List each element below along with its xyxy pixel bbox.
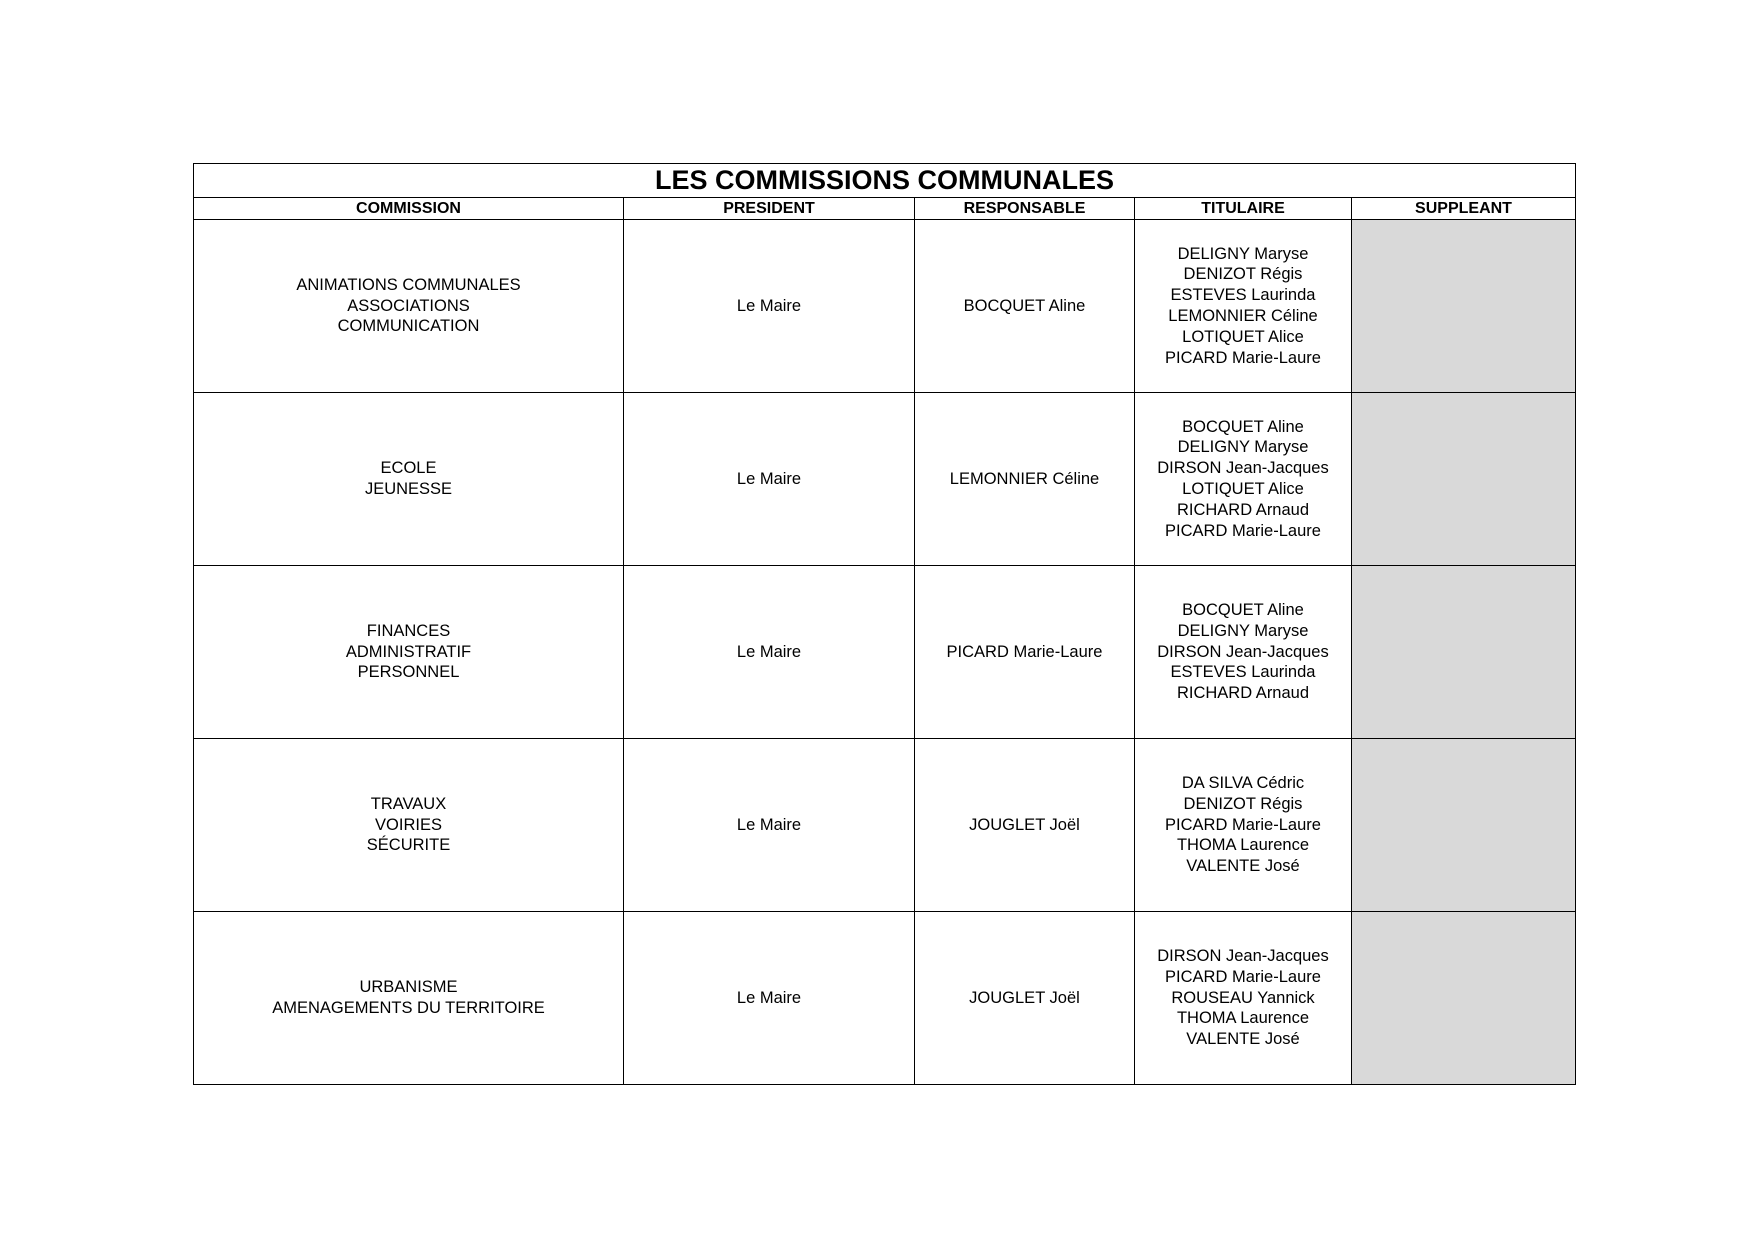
president-cell: Le Maire [624,566,915,739]
titulaire-cell-line: PICARD Marie-Laure [1165,967,1321,986]
titulaire-cell-line: ESTEVES Laurinda [1170,663,1316,682]
table-title: LES COMMISSIONS COMMUNALES [194,164,1576,198]
responsable-cell: JOUGLET Joël [915,739,1135,912]
titulaire-cell-line: BOCQUET Aline [1182,601,1304,619]
titulaire-cell-line: RICHARD Arnaud [1176,500,1310,519]
header-president: PRESIDENT [624,198,915,220]
titulaire-cell-line: DIRSON Jean-Jacques [1157,642,1329,661]
table-row [194,393,1576,566]
suppleant-cell [1352,912,1576,1085]
titulaire-cell-line: LOTIQUET Alice [1182,480,1304,498]
suppleant-cell [1352,566,1576,739]
titulaire-cell-line: PICARD Marie-Laure [1165,521,1321,540]
titulaire-cell-line: THOMA Laurence [1176,1009,1310,1028]
president-cell: Le Maire [624,739,915,912]
commission-cell-line: SÉCURITE [366,836,451,855]
header-titulaire: TITULAIRE [1135,198,1352,220]
titulaire-cell [1135,912,1352,1085]
commission-cell-line: AMENAGEMENTS DU TERRITOIRE [272,999,545,1017]
titulaire-cell-line: ESTEVES Laurinda [1170,286,1316,305]
commission-cell-line: COMMUNICATION [337,317,480,336]
titulaire-cell-line: VALENTE José [1186,1030,1300,1049]
responsable-cell: BOCQUET Aline [915,220,1135,393]
commission-cell [194,739,624,912]
president-cell: Le Maire [624,912,915,1085]
suppleant-cell [1352,739,1576,912]
commission-cell [194,220,624,393]
table-row [194,220,1576,393]
president-cell: Le Maire [624,393,915,566]
table-row [194,739,1576,912]
commission-cell-line: ADMINISTRATIF [345,642,472,661]
titulaire-cell-line: PICARD Marie-Laure [1165,815,1321,834]
commission-cell [194,912,624,1085]
titulaire-cell-line: LEMONNIER Céline [1168,307,1318,325]
suppleant-cell [1352,220,1576,393]
president-cell: Le Maire [624,220,915,393]
table-row [194,912,1576,1085]
titulaire-cell-line: RICHARD Arnaud [1176,684,1310,703]
table-body [194,220,1576,1085]
commission-cell-line: URBANISME [359,978,458,997]
titulaire-cell-line: DELIGNY Maryse [1177,621,1309,640]
titulaire-cell-line: LOTIQUET Alice [1182,327,1304,346]
titulaire-cell-line: DIRSON Jean-Jacques [1157,947,1329,965]
table-row [194,566,1576,739]
titulaire-cell-line: BOCQUET Aline [1182,417,1304,436]
commission-cell-line: ANIMATIONS COMMUNALES [296,275,521,294]
commission-cell-line: PERSONNEL [357,663,460,682]
commission-cell-line: ASSOCIATIONS [347,296,470,315]
titulaire-cell-line: DA SILVA Cédric [1181,774,1305,792]
titulaire-cell [1135,739,1352,912]
titulaire-cell [1135,220,1352,393]
commission-cell-line: TRAVAUX [370,794,447,813]
commission-cell-line: FINANCES [366,621,451,640]
titulaire-cell-line: VALENTE José [1186,857,1300,876]
commissions-table [193,163,1576,1085]
titulaire-cell-line: DELIGNY Maryse [1177,438,1309,457]
suppleant-cell [1352,393,1576,566]
commission-cell [194,566,624,739]
titulaire-cell [1135,393,1352,566]
header-row [194,198,1576,220]
titulaire-cell-line: PICARD Marie-Laure [1165,348,1321,367]
responsable-cell: PICARD Marie-Laure [915,566,1135,739]
commission-cell [194,393,624,566]
titulaire-cell-line: ROUSEAU Yannick [1171,988,1315,1007]
commission-cell-line: JEUNESSE [364,480,453,498]
titulaire-cell-line: THOMA Laurence [1176,836,1310,855]
titulaire-cell [1135,566,1352,739]
responsable-cell: LEMONNIER Céline [915,393,1135,566]
titulaire-cell-line: DELIGNY Maryse [1177,244,1309,263]
header-commission: COMMISSION [194,198,624,220]
header-responsable: RESPONSABLE [915,198,1135,220]
title-row [194,164,1576,198]
titulaire-cell-line: DIRSON Jean-Jacques [1157,459,1329,478]
titulaire-cell-line: DENIZOT Régis [1183,794,1303,813]
commission-cell-line: VOIRIES [375,815,442,834]
titulaire-cell-line: DENIZOT Régis [1183,265,1303,284]
responsable-cell: JOUGLET Joël [915,912,1135,1085]
commission-cell-line: ECOLE [380,459,437,478]
header-suppleant: SUPPLEANT [1352,198,1576,220]
